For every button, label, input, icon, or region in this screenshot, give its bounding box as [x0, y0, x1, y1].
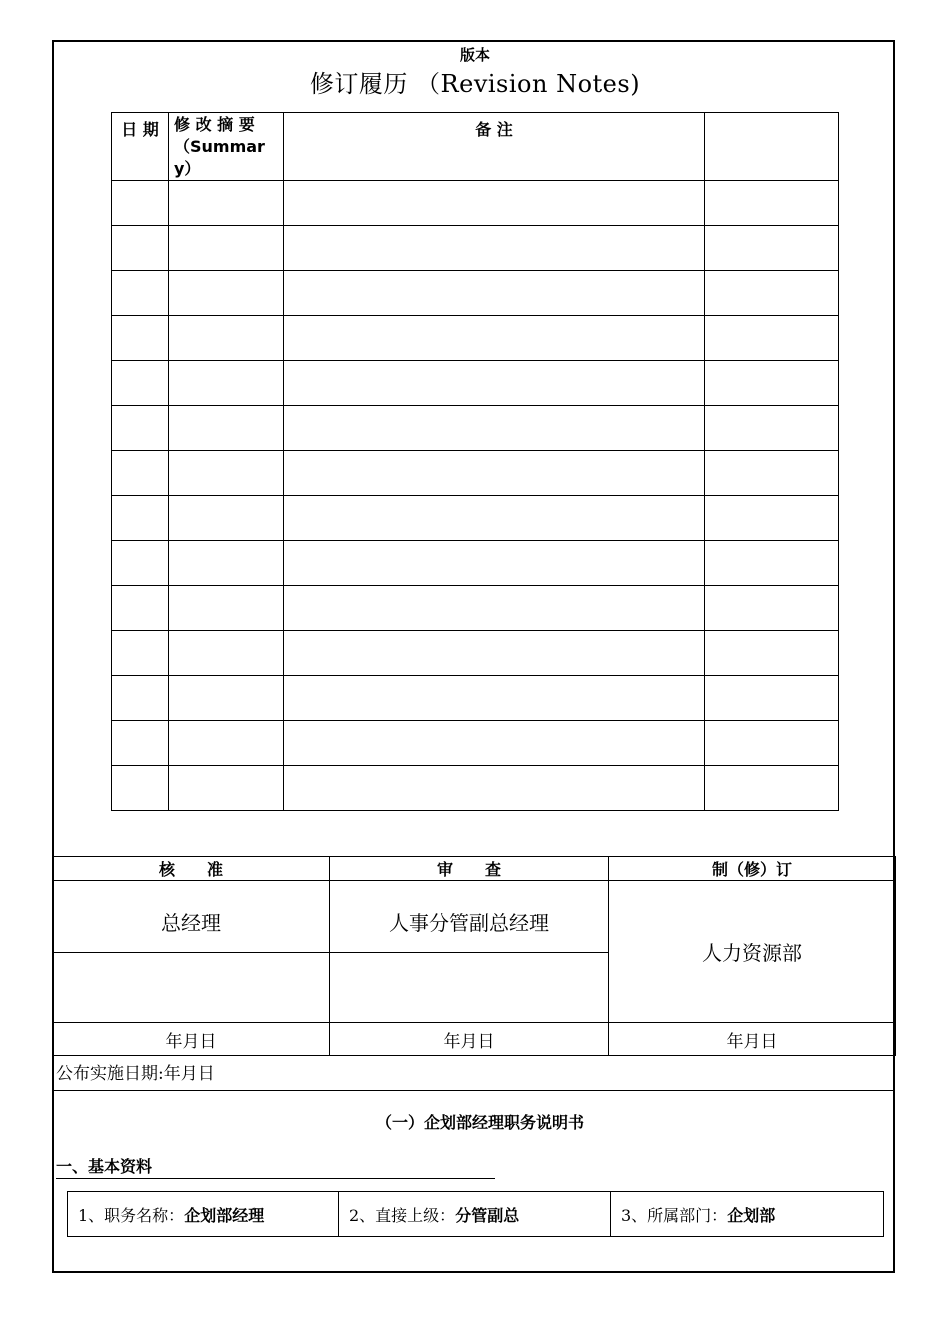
remarks-cell — [284, 631, 705, 676]
review-header: 审 查 — [330, 857, 609, 881]
remarks-cell — [284, 766, 705, 811]
extra-cell — [705, 676, 839, 721]
summary-cell — [169, 631, 284, 676]
summary-cell — [169, 181, 284, 226]
direct-superior-cell — [339, 1192, 611, 1237]
date-cell — [112, 586, 169, 631]
position-name-value: 企划部经理 — [184, 1205, 265, 1225]
date-cell — [112, 631, 169, 676]
summary-cell — [169, 271, 284, 316]
extra-cell — [705, 361, 839, 406]
table-row — [112, 181, 839, 226]
remarks-cell — [284, 721, 705, 766]
basic-info-table — [67, 1191, 884, 1237]
document-title: （一）企划部经理职务说明书 — [375, 1113, 584, 1132]
extra-cell — [705, 451, 839, 496]
remarks-cell — [284, 676, 705, 721]
approver-date: 年月日 — [53, 1023, 330, 1056]
extra-cell — [705, 406, 839, 451]
section-title: 一、基本资料 — [56, 1156, 495, 1179]
version-label: 版本 — [459, 46, 490, 64]
reviewer-role: 人事分管副总经理 — [330, 881, 609, 953]
summary-cell — [169, 586, 284, 631]
approve-header: 核 准 — [53, 857, 330, 881]
extra-cell — [705, 631, 839, 676]
remarks-cell — [284, 541, 705, 586]
extra-cell — [705, 496, 839, 541]
summary-cell — [169, 406, 284, 451]
reviser-date: 年月日 — [609, 1023, 896, 1056]
extra-cell — [705, 586, 839, 631]
reviewer-signature-cell — [330, 953, 609, 1023]
table-row — [112, 541, 839, 586]
department-value: 企划部 — [727, 1205, 776, 1225]
summary-cell — [169, 496, 284, 541]
date-cell — [112, 361, 169, 406]
table-row — [112, 226, 839, 271]
extra-cell — [705, 766, 839, 811]
column-header-date: 日 期 — [112, 113, 169, 181]
summary-cell — [169, 766, 284, 811]
table-row — [112, 631, 839, 676]
summary-cell — [169, 721, 284, 766]
reviewer-date: 年月日 — [330, 1023, 609, 1056]
summary-cell — [169, 451, 284, 496]
date-cell — [112, 721, 169, 766]
column-header-remarks: 备 注 — [284, 113, 705, 181]
date-cell — [112, 271, 169, 316]
remarks-cell — [284, 316, 705, 361]
remarks-cell — [284, 406, 705, 451]
extra-cell — [705, 721, 839, 766]
table-row — [112, 406, 839, 451]
summary-cell — [169, 226, 284, 271]
direct-superior-label: 2、直接上级： — [349, 1205, 456, 1225]
table-row — [112, 271, 839, 316]
summary-cell — [169, 676, 284, 721]
department-label: 3、所属部门： — [621, 1205, 728, 1225]
table-row — [112, 676, 839, 721]
extra-cell — [705, 226, 839, 271]
date-cell — [112, 676, 169, 721]
approver-role: 总经理 — [53, 881, 330, 953]
publish-date-label: 公布实施日期:年月日 — [52, 1055, 895, 1091]
date-cell — [112, 226, 169, 271]
summary-cell — [169, 361, 284, 406]
table-row — [112, 586, 839, 631]
position-name-cell — [68, 1192, 339, 1237]
extra-cell — [705, 541, 839, 586]
table-row — [112, 721, 839, 766]
extra-cell — [705, 316, 839, 361]
date-cell — [112, 316, 169, 361]
column-header-extra — [705, 113, 839, 181]
date-cell — [112, 496, 169, 541]
date-cell — [112, 406, 169, 451]
remarks-cell — [284, 271, 705, 316]
remarks-cell — [284, 181, 705, 226]
extra-cell — [705, 271, 839, 316]
reviser-role: 人力资源部 — [609, 881, 896, 1023]
table-row — [112, 766, 839, 811]
date-cell — [112, 181, 169, 226]
summary-cell — [169, 316, 284, 361]
table-row — [112, 496, 839, 541]
summary-cell — [169, 541, 284, 586]
remarks-cell — [284, 586, 705, 631]
direct-superior-value: 分管副总 — [455, 1205, 520, 1225]
remarks-cell — [284, 361, 705, 406]
remarks-cell — [284, 451, 705, 496]
column-header-summary: 修 改 摘 要 （Summary） — [169, 113, 284, 181]
approver-signature-cell — [53, 953, 330, 1023]
date-cell — [112, 541, 169, 586]
extra-cell — [705, 181, 839, 226]
table-row — [112, 361, 839, 406]
table-row — [112, 451, 839, 496]
position-name-label: 1、职务名称： — [78, 1205, 185, 1225]
page-title: 修订履历 （Revision Notes) — [309, 70, 641, 98]
remarks-cell — [284, 226, 705, 271]
date-cell — [112, 451, 169, 496]
table-row — [112, 316, 839, 361]
remarks-cell — [284, 496, 705, 541]
date-cell — [112, 766, 169, 811]
revision-table-header — [112, 113, 839, 181]
department-cell — [611, 1192, 884, 1237]
revise-header: 制（修）订 — [609, 857, 896, 881]
approval-table — [52, 856, 896, 1056]
revision-table — [111, 112, 839, 811]
